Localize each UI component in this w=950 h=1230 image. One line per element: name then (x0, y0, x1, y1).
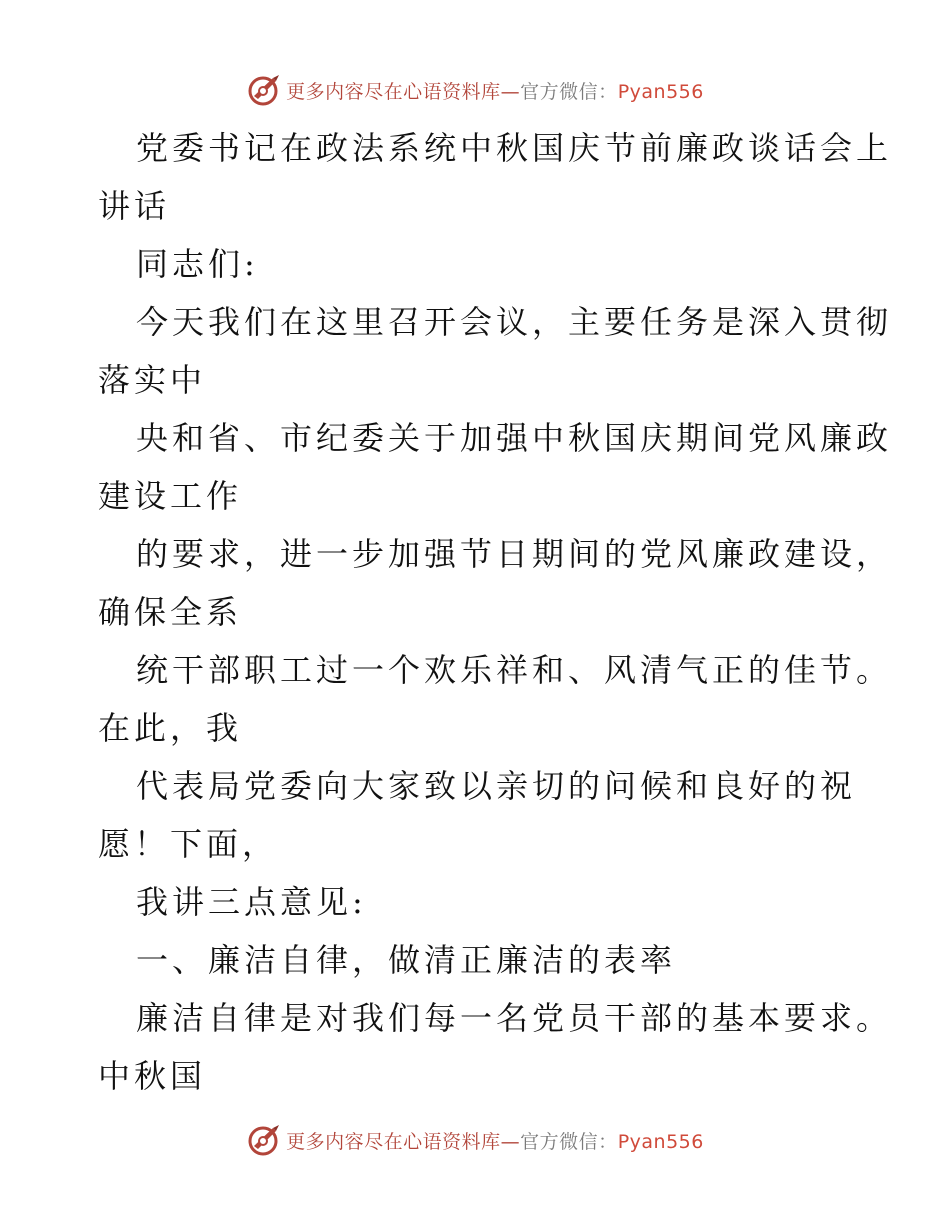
paragraph-line: 代表局党委向大家致以亲切的问候和良好的祝 (136, 767, 857, 805)
banner-main: 更多内容尽在心语资料库 (286, 1130, 501, 1153)
title-line-2: 讲话 (98, 187, 171, 225)
banner-dash: — (500, 80, 521, 103)
quill-logo-icon (246, 72, 282, 108)
paragraph-line: 愿！下面， (98, 825, 279, 863)
paragraph-line: 落实中 (98, 361, 207, 399)
paragraph-line: 在此，我 (98, 709, 243, 747)
banner-wechat-id: Pyan556 (617, 80, 704, 103)
paragraph-line: 央和省、市纪委关于加强中秋国庆期间党风廉政 (136, 419, 893, 457)
banner-text (286, 1127, 704, 1154)
paragraph-line: 廉洁自律是对我们每一名党员干部的基本要求。 (136, 999, 893, 1037)
footer-banner (0, 1120, 950, 1160)
header-banner (0, 70, 950, 110)
banner-main: 更多内容尽在心语资料库 (286, 80, 501, 103)
paragraph-line: 的要求，进一步加强节日期间的党风廉政建设， (136, 535, 893, 573)
banner-wechat-label: 官方微信： (520, 1130, 618, 1153)
banner-text (286, 77, 704, 104)
paragraph-line: 我讲三点意见: (136, 883, 367, 921)
quill-logo-icon (246, 1122, 282, 1158)
section-heading: 一、廉洁自律，做清正廉洁的表率 (136, 941, 677, 979)
banner-wechat-id: Pyan556 (617, 1130, 704, 1153)
banner-wechat-label: 官方微信： (520, 80, 618, 103)
paragraph-line: 确保全系 (98, 593, 243, 631)
banner-dash: — (500, 1130, 521, 1153)
salutation: 同志们: (136, 245, 259, 283)
paragraph-line: 今天我们在这里召开会议，主要任务是深入贯彻 (136, 303, 893, 341)
title-line-1: 党委书记在政法系统中秋国庆节前廉政谈话会上 (136, 129, 893, 167)
paragraph-line: 中秋国 (98, 1057, 207, 1095)
paragraph-line: 统干部职工过一个欢乐祥和、风清气正的佳节。 (136, 651, 893, 689)
paragraph-line: 建设工作 (98, 477, 243, 515)
